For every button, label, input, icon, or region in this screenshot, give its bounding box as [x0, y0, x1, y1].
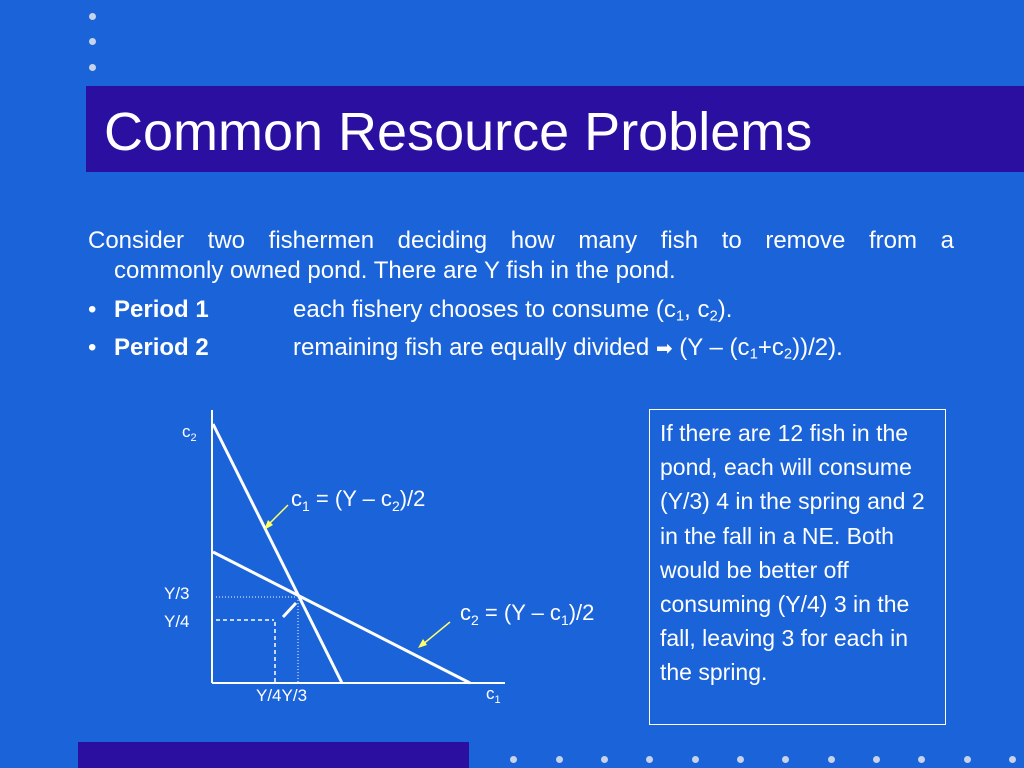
decorative-dot	[1009, 756, 1016, 763]
tick-label-y3: Y/3	[164, 584, 190, 603]
curve1-equation: $c_1 = (Y - c_2)/2$	[291, 486, 426, 514]
curve2-pointer-arrow	[422, 622, 450, 645]
slide-title: Common Resource Problems	[104, 102, 813, 162]
note-box: If there are 12 fish in the pond, each will consume (Y/3) 4 in the spring and 2 in the fall in a NE. Both would be better off consuming (Y/4) 3 in the fall, leaving 3 for each in the spring.	[649, 409, 946, 725]
decorative-dot	[737, 756, 744, 763]
reaction-line-2	[213, 552, 470, 683]
tick-label-y4: Y/4	[164, 612, 190, 631]
bullet-marker: •	[88, 296, 97, 323]
tick-label-x: Y/4Y/3	[256, 686, 308, 705]
footer-bar	[78, 742, 469, 768]
y-axis-label: $c_2$	[182, 422, 197, 444]
curve2-equation: $c_2 = (Y - c_1)/2$	[460, 600, 595, 628]
x-axis-label: $c_1$	[486, 684, 501, 706]
decorative-dot	[828, 756, 835, 763]
bullet-marker: •	[88, 334, 97, 361]
period-2-label: Period 2	[114, 334, 209, 361]
intro-line-1: Consider two fishermen deciding how many fish to remove from a	[88, 227, 954, 254]
curve2-arrowhead	[418, 639, 427, 648]
intro-line-2: commonly owned pond. There are Y fish in the pond.	[114, 257, 676, 284]
decorative-dot	[646, 756, 653, 763]
decorative-dot	[782, 756, 789, 763]
decorative-dot	[601, 756, 608, 763]
arrow-right-icon: ➡	[655, 336, 673, 360]
reaction-line-1	[213, 424, 342, 683]
decorative-dot	[918, 756, 925, 763]
decorative-dot	[964, 756, 971, 763]
decorative-dot	[692, 756, 699, 763]
period-1-label: Period 1	[114, 296, 209, 323]
decorative-dot	[510, 756, 517, 763]
cooperative-marker	[283, 603, 296, 617]
period-1-text: each fishery chooses to consume ($c_1$, $c_2$).	[293, 296, 733, 325]
decorative-dot	[556, 756, 563, 763]
period-2-text: remaining fish are equally divided ➡ $(Y - (c_1+c_2))/2$).	[293, 334, 843, 363]
decorative-dot	[873, 756, 880, 763]
